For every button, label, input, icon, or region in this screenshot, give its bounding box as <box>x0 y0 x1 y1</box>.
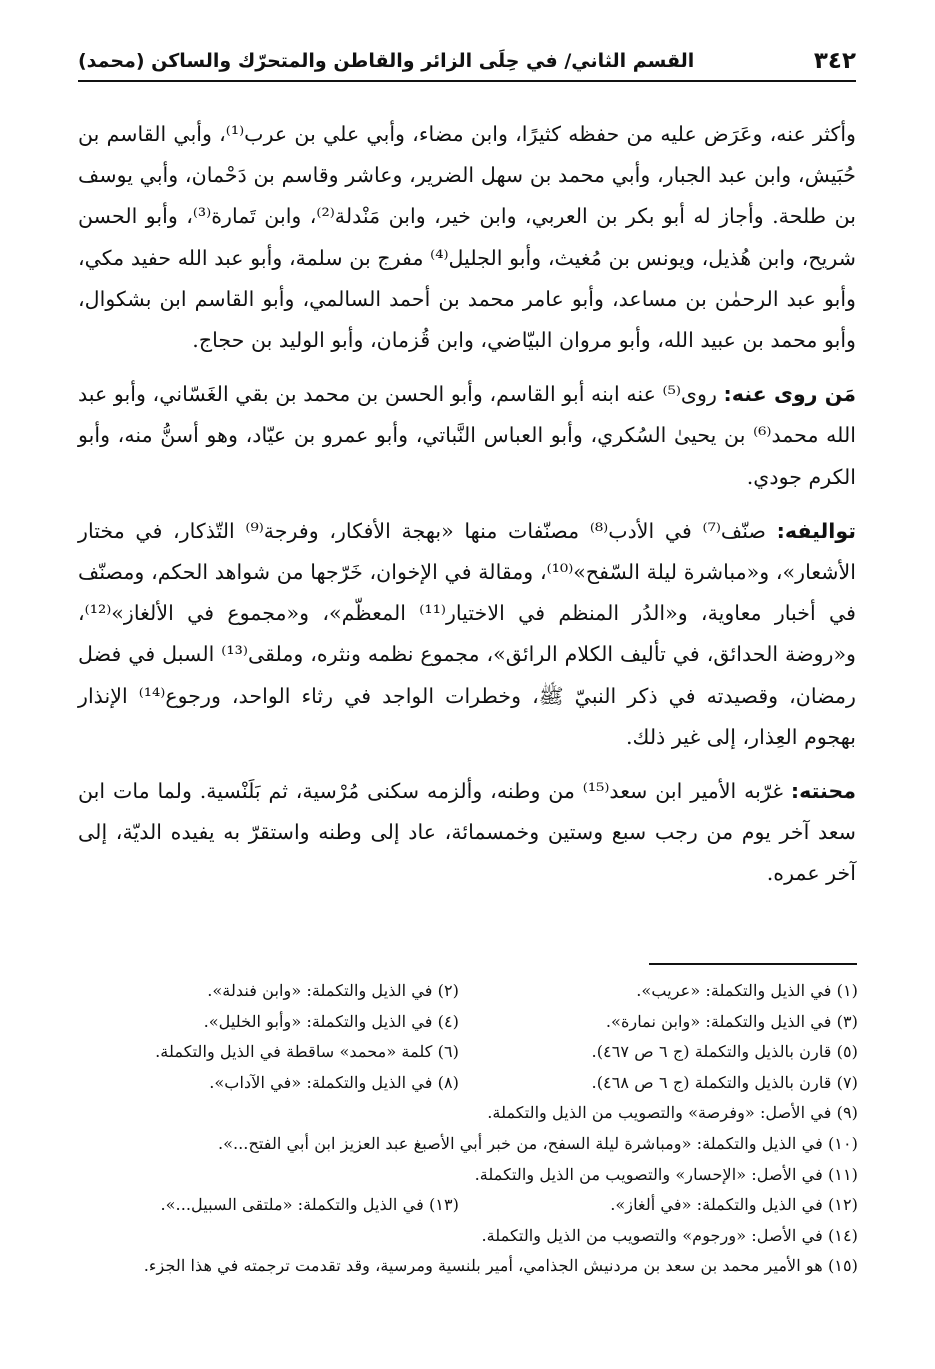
paragraph-text: وأكثر عنه، وعَرَض عليه من حفظه كثيرًا، وابن مضاء، وأبي علي بن عرب⁽¹⁾، وأبي القاسم بن حُبَيش، وابن عبد الجبار، وأبي محمد بن سهل الضرير، وعاشر وقاسم بن دَحْمان، وأبي يوسف بن طلحة. وأجاز له أبو بكر بن العربي، وابن خير، وابن مَنْدلة⁽²⁾، وابن تَمارة⁽³⁾، وأبو الحسن شريح، وابن هُذيل، ويونس بن مُغيث، وأبو الجليل⁽⁴⁾ مفرج بن سلمة، وأبو عبد الله حفيد مكي، وأبو عبد الرحمٰن بن مساعد، وأبو عامر محمد بن أحمد السالمي، وأبو القاسم ابن بشكوال، وأبو محمد بن عبيد الله، وأبو مروان البيّاضي، وابن قُزمان، وأبو الوليد بن حجاج. <box>78 122 857 353</box>
footnote: (٦) كلمة «محمد» ساقطة في الذيل والتكملة. <box>155 1042 459 1062</box>
page-header <box>78 44 856 82</box>
footnote: (١٥) هو الأمير محمد بن سعد بن مردنيش الجذامي، أمير بلنسية ومرسية، وقد تقدمت ترجمته في هذا الجزء. <box>143 1256 858 1276</box>
running-title: القسم الثاني/ في حِلَى الزائر والقاطن والمتحرّك والساكن (محمد) <box>78 50 695 72</box>
footnote: (٧) قارن بالذيل والتكملة (ج ٦ ص ٤٦٨). <box>591 1072 858 1092</box>
footnote: (١١) في الأصل: «الإحسار» والتصويب من الذيل والتكملة. <box>474 1164 858 1184</box>
paragraph-text: روى⁽⁵⁾ عنه ابنه أبو القاسم، وأبو الحسن بن محمد بن بقي الغَسّاني، وأبو عبد الله محمد⁽⁶⁾ بن يحيىٰ السُكري، وأبو العباس النَّباتي، وأبو عمرو بن عيّاد، وهو أسنُّ منه، وأبو الكرم جودي. <box>78 382 856 489</box>
footnote: (١٤) في الأصل: «ورجوم» والتصويب من الذيل والتكملة. <box>481 1225 858 1245</box>
footnote: (٣) في الذيل والتكملة: «وابن نمارة». <box>605 1011 858 1031</box>
paragraph-works <box>78 511 856 758</box>
footnote: (١) في الذيل والتكملة: «عريب». <box>636 981 858 1000</box>
page-number: ٣٤٢ <box>813 48 856 74</box>
footnote: (٨) في الذيل والتكملة: «في الآداب». <box>209 1072 459 1092</box>
paragraph-text: صنّف⁽⁷⁾ في الأدب⁽⁸⁾ مصنّفات منها «بهجة الأفكار، وفرجة⁽⁹⁾ التّذكار، في مختار الأشعار»، و«مباشرة ليلة السّفح»⁽¹⁰⁾، ومقالة في الإخوان، خَرّجها من شواهد الحكم، ومصنّف في أخبار معاوية، و«الدُر المنظم في الاختيار⁽¹¹⁾ المعظّم»، و«مجموع في الألغاز»⁽¹²⁾، و«روضة الحدائق، في تأليف الكلام الرائق»، مجموع نظمه ونثره، وملقى⁽¹³⁾ السبل في فضل رمضان، وقصيدته في ذكر النبيّ ﷺ، وخطرات الواجد في رثاء الواحد، ورجوع⁽¹⁴⁾ الإنذار بهجوم العِذار، إلى غير ذلك. <box>78 518 857 749</box>
paragraph-students <box>78 374 856 498</box>
footnote: (٩) في الأصل: «وفرصة» والتصويب من الذيل والتكملة. <box>487 1103 858 1123</box>
main-text <box>78 114 856 895</box>
footnote: (١٠) في الذيل والتكملة: «ومباشرة ليلة السفح، من خبر أبي الأصبغ عبد العزيز ابن أبي الفتح...». <box>217 1133 858 1153</box>
section-heading-works: تواليفه: <box>776 518 856 543</box>
footnote: (١٢) في الذيل والتكملة: «في ألغاز». <box>610 1195 858 1215</box>
footnote: (٢) في الذيل والتكملة: «وابن فندلة». <box>207 981 459 1000</box>
footnote: (١٣) في الذيل والتكملة: «ملتقى السبيل...». <box>160 1195 459 1215</box>
section-heading-students: مَن روى عنه: <box>723 382 856 407</box>
footnote: (٤) في الذيل والتكملة: «وأبو الخليل». <box>203 1011 459 1031</box>
paragraph-teachers <box>78 114 856 361</box>
section-heading-ordeal: محنته: <box>790 779 856 804</box>
paragraph-text: غرّبه الأمير ابن سعد⁽¹⁵⁾ من وطنه، وألزمه سكنى مُرْسية، ثم بَلَنْسية. ولما مات ابن سعد آخر يوم من رجب سبع وستين وخمسمائة، عاد إلى وطنه واستقرّ به يفيده الديّة، إلى آخر عمره. <box>78 779 856 886</box>
paragraph-ordeal <box>78 771 856 895</box>
footnote: (٥) قارن بالذيل والتكملة (ج ٦ ص ٤٦٧). <box>591 1042 858 1062</box>
footnote-separator <box>649 963 857 965</box>
footnotes <box>60 976 858 1282</box>
